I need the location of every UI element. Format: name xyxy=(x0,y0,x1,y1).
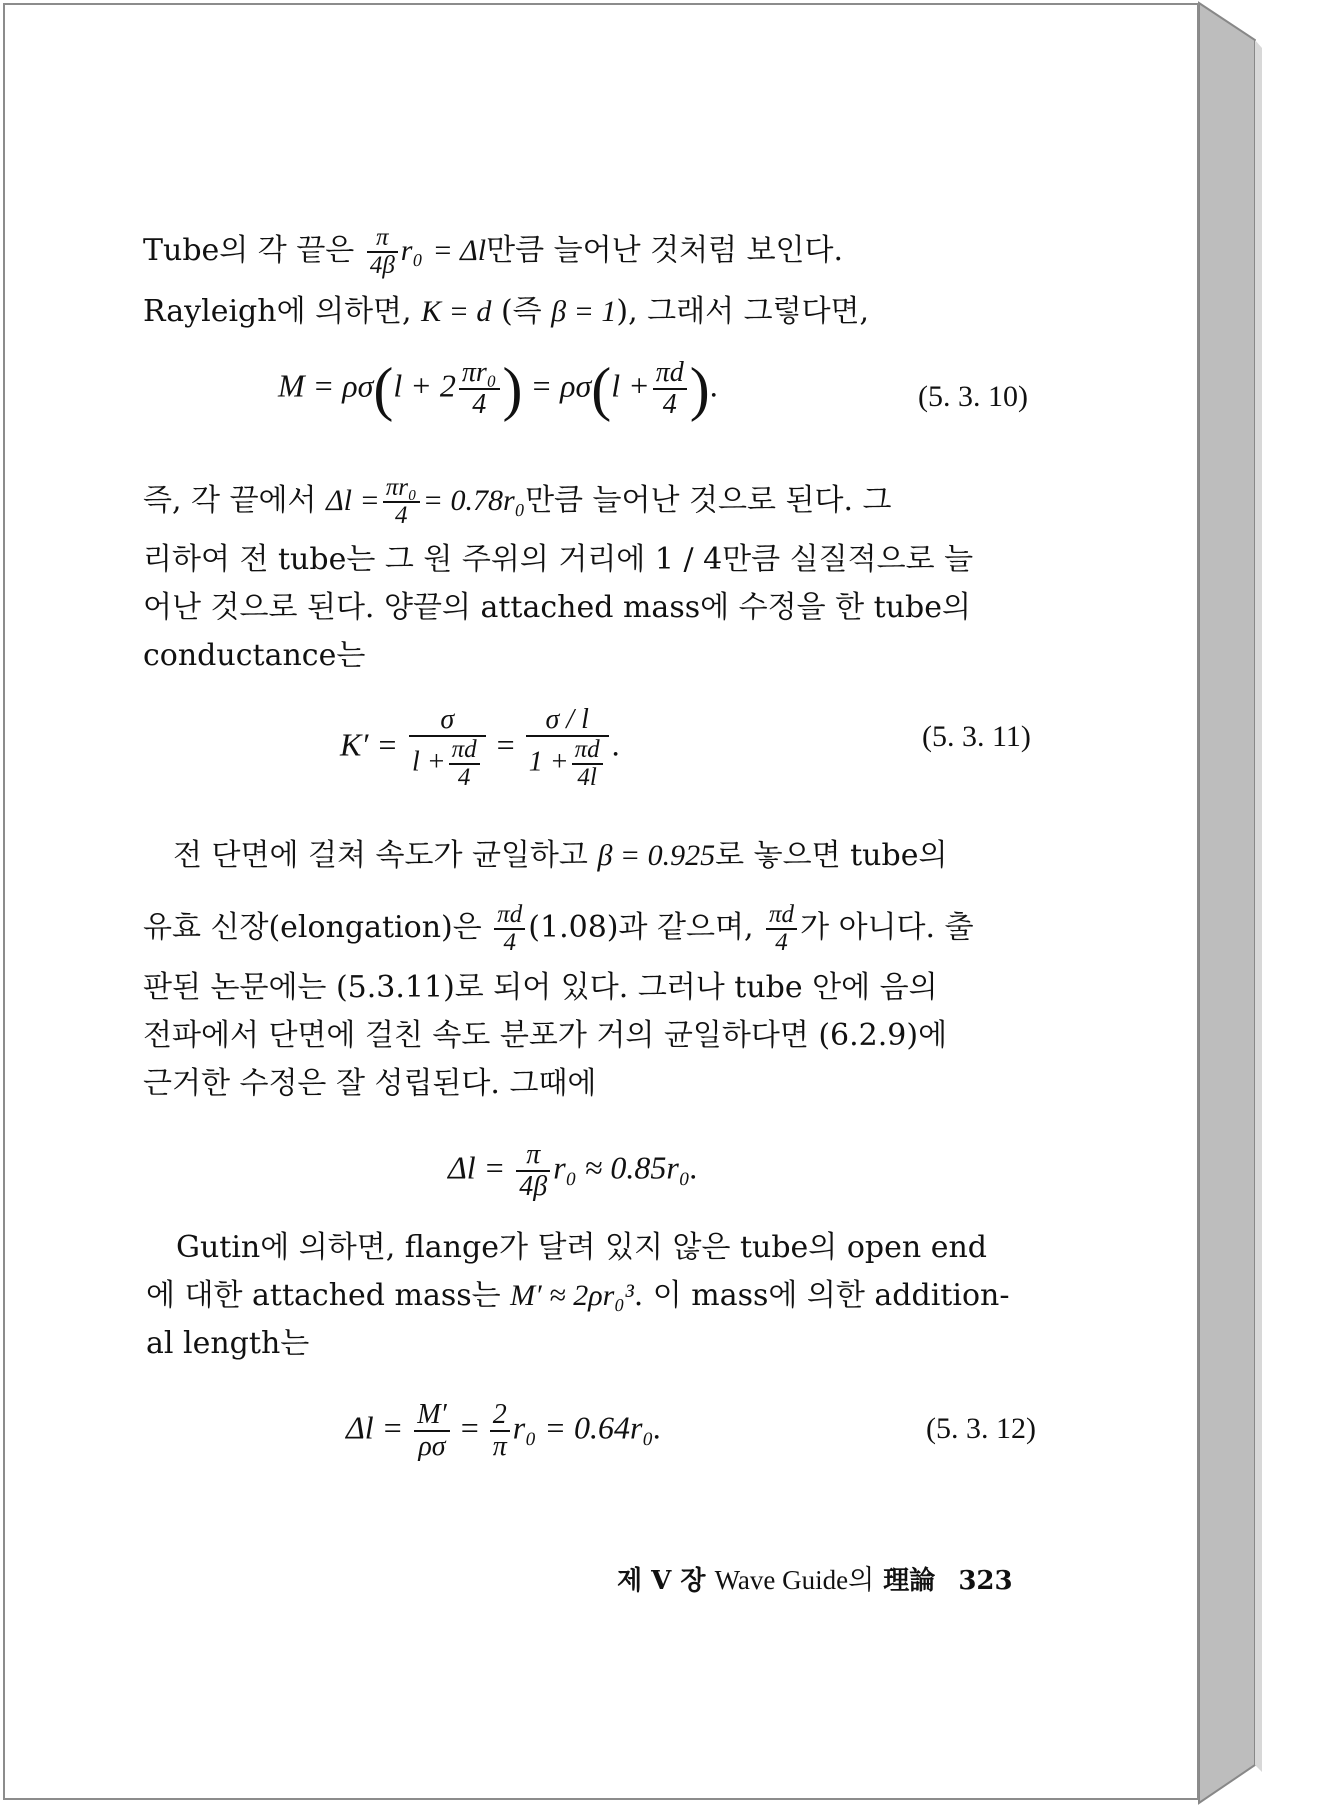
equation-number: (5. 3. 10) xyxy=(918,380,1028,413)
math-r0: r₀ xyxy=(400,234,423,267)
text-segment: 로 놓으면 tube의 xyxy=(715,838,948,873)
text-line-10: 전파에서 단면에 걸친 속도 분포가 거의 균일하다면 (6.2.9)에 xyxy=(143,1018,948,1053)
equation-5-3-11 xyxy=(340,705,620,791)
numerator: π xyxy=(526,1139,541,1170)
numerator: σ / l xyxy=(545,704,589,735)
math-term: Δl = xyxy=(448,1149,506,1186)
denominator: 4 xyxy=(766,928,797,956)
math-term: l + 2 xyxy=(393,367,456,404)
text-segment: 유효 신장(elongation)은 xyxy=(143,910,482,945)
numerator: M′ xyxy=(417,1399,447,1430)
fraction-2-over-pi xyxy=(490,1400,510,1462)
text-segment: 에 대한 attached mass는 xyxy=(146,1278,501,1313)
numerator: πd xyxy=(655,357,684,388)
fraction-pi-d-over-4 xyxy=(653,358,687,420)
running-footer xyxy=(617,1558,1013,1597)
denominator xyxy=(409,735,486,791)
denominator: 4 xyxy=(459,388,500,420)
math-term: l + xyxy=(611,367,650,404)
page-number: 323 xyxy=(958,1566,1013,1596)
denominator xyxy=(526,735,609,791)
math-term: 1 + xyxy=(528,746,569,778)
fraction-sigma-over-l-over-1-plus xyxy=(526,705,609,791)
fraction-pi-d-over-4 xyxy=(449,737,480,791)
math-term: = ρσ xyxy=(530,367,592,404)
math-term: Δl = xyxy=(326,484,380,517)
math-equals: = xyxy=(460,1409,479,1446)
fraction-pi-d-over-4 xyxy=(494,902,525,956)
footer-chapter: 제 Ⅴ 장 xyxy=(617,1566,706,1596)
denominator: 4l xyxy=(572,763,603,791)
numerator: σ xyxy=(440,704,455,735)
denominator: 4β xyxy=(367,251,398,279)
text-line-6: conductance는 xyxy=(143,638,366,673)
math-term: l + xyxy=(411,746,446,778)
text-segment: 전 단면에 걸쳐 속도가 균일하고 xyxy=(173,838,588,873)
equation-number: (5. 3. 12) xyxy=(926,1412,1036,1445)
text-line-3 xyxy=(143,475,892,529)
math-period: . xyxy=(709,367,718,404)
equation-5-3-10: M = ρσ(l + 2 $\frac{\text{πr₀}}{4}$ ) = ρσ(l + $\frac{\pi d}{4}$ ). xyxy=(278,356,718,422)
text-line-11: 근거한 수정은 잘 성립된다. 그때에 xyxy=(143,1066,597,1101)
text-line-1 xyxy=(143,225,843,279)
fraction-pi-r0-over-4 xyxy=(459,358,500,420)
math-equals: = xyxy=(496,726,515,763)
text-segment: 가 아니다. 출 xyxy=(800,910,974,945)
denominator: 4 xyxy=(449,763,480,791)
text-line-9: 판된 논문에는 (5.3.11)로 되어 있다. 그러나 tube 안에 음의 xyxy=(143,970,938,1005)
footer-hanja: 理論 xyxy=(883,1566,936,1596)
numerator: π xyxy=(376,224,389,251)
denominator: π xyxy=(490,1430,510,1462)
math-beta-eq-1: β = 1 xyxy=(551,295,617,328)
math-k-eq-d: K = d xyxy=(421,295,492,328)
text-segment: 즉, 각 끝에서 xyxy=(143,483,317,518)
denominator: 4β xyxy=(516,1170,550,1202)
numerator: πd xyxy=(769,901,795,928)
math-term: r₀ ≈ 0.85r₀. xyxy=(553,1149,698,1186)
denominator: 4 xyxy=(383,501,420,529)
text-line-8 xyxy=(143,902,974,956)
denominator: 4 xyxy=(653,388,687,420)
numerator: πr₀ xyxy=(461,357,497,388)
text-segment: 만큼 늘어난 것처럼 보인다. xyxy=(486,233,844,268)
text-line-2 xyxy=(143,294,869,330)
text-line-7 xyxy=(173,838,947,874)
math-term: = 0.78r₀ xyxy=(422,484,526,517)
numerator: πr₀ xyxy=(385,474,417,501)
math-term: β = 0.925 xyxy=(597,839,716,872)
equation-number: (5. 3. 11) xyxy=(922,720,1031,753)
text-line-12: Gutin에 의하면, flange가 달려 있지 않은 tube의 open end xyxy=(176,1230,987,1265)
text-segment: . 이 mass에 의한 addition- xyxy=(633,1278,1010,1313)
text-segment: Tube의 각 끝은 xyxy=(143,233,355,268)
text-line-4: 리하여 전 tube는 그 원 주위의 거리에 1 / 4만큼 실질적으로 늘 xyxy=(143,542,974,577)
numerator: πd xyxy=(574,736,600,763)
math-term: M′ ≈ 2ρr₀³ xyxy=(510,1279,634,1312)
fraction-m-prime-over-rho-sigma xyxy=(414,1400,449,1462)
footer-title: Wave Guide의 xyxy=(714,1565,875,1595)
text-segment: ), 그래서 그렇다면, xyxy=(616,294,870,329)
fraction-sigma-over-l-plus xyxy=(409,705,486,791)
fraction-pi-d-over-4 xyxy=(766,902,797,956)
fraction-pi-d-over-4l xyxy=(572,737,603,791)
fraction-pi-r0-over-4 xyxy=(383,475,420,529)
text-segment: 만큼 늘어난 것으로 된다. 그 xyxy=(525,483,892,518)
equation-5-3-12 xyxy=(346,1400,662,1462)
text-segment: (1.08)과 같으며, xyxy=(528,910,754,945)
numerator: πd xyxy=(451,736,477,763)
fraction-pi-over-4beta xyxy=(516,1140,550,1202)
fraction-pi-over-4beta xyxy=(367,225,398,279)
denominator: 4 xyxy=(494,928,525,956)
denominator: ρσ xyxy=(414,1430,449,1462)
text-line-5: 어난 것으로 된다. 양끝의 attached mass에 수정을 한 tube의 xyxy=(143,590,971,625)
text-line-13 xyxy=(146,1278,1009,1314)
math-term: M = ρσ xyxy=(278,367,374,404)
math-delta-l: = Δl xyxy=(432,234,487,267)
numerator: 2 xyxy=(492,1399,507,1430)
text-line-14: al length는 xyxy=(146,1326,310,1361)
equation-delta-l-approx xyxy=(448,1140,698,1202)
math-period: . xyxy=(611,726,620,763)
math-term: r₀ = 0.64r₀. xyxy=(512,1409,662,1446)
numerator: πd xyxy=(497,901,523,928)
math-term: Δl = xyxy=(346,1409,404,1446)
text-segment: (즉 xyxy=(500,294,542,329)
text-segment: Rayleigh에 의하면, xyxy=(143,294,412,329)
math-term: K′ = xyxy=(340,726,398,763)
